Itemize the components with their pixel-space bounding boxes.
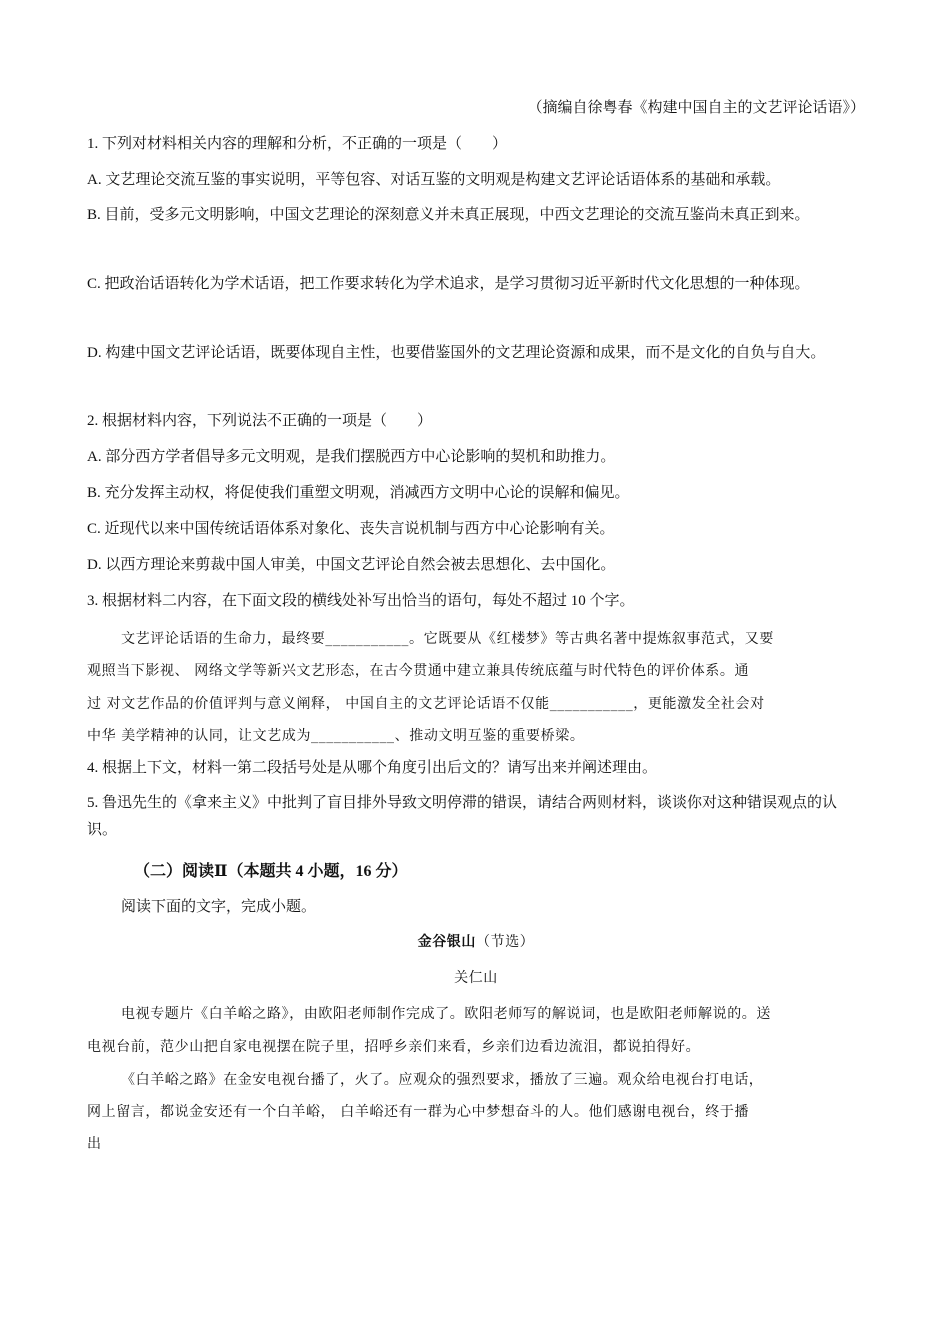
- question-1-option-c: C. 把政治话语转化为学术话语，把工作要求转化为学术追求，是学习贯彻习近平新时代文化思想的一种体现。: [87, 276, 810, 292]
- question-3-passage-line-3: 过 对文艺作品的价值评判与意义阐释， 中国自主的文艺评论话语不仅能___________，更能激发全社会对: [87, 696, 765, 712]
- question-1-stem: 1. 下列对材料相关内容的理解和分析，不正确的一项是（ ）: [87, 136, 508, 152]
- question-2-option-c: C. 近现代以来中国传统话语体系对象化、丧失言说机制与西方中心论影响有关。: [87, 521, 615, 537]
- article-paragraph-1-line-2: 电视台前，范少山把自家电视摆在院子里，招呼乡亲们来看，乡亲们边看边流泪，都说拍得好。: [87, 1039, 701, 1055]
- section-2-instruction: 阅读下面的文字，完成小题。: [121, 899, 317, 915]
- question-1-option-b: B. 目前，受多元文明影响，中国文艺理论的深刻意义并未真正展现，中西文艺理论的交流互鉴尚未真正到来。: [87, 207, 810, 223]
- question-3-passage-line-1: 文艺评论话语的生命力，最终要___________。它既要从《红楼梦》等古典名著中提炼叙事范式，又要: [121, 631, 774, 647]
- question-1-option-d: D. 构建中国文艺评论话语，既要体现自主性，也要借鉴国外的文艺理论资源和成果，而不是文化的自负与自大。: [87, 345, 826, 361]
- article-paragraph-2-line-2: 网上留言，都说金安还有一个白羊峪， 白羊峪还有一群为心中梦想奋斗的人。他们感谢电视台，终于播: [87, 1104, 750, 1120]
- question-2-option-d: D. 以西方理论来剪裁中国人审美，中国文艺评论自然会被去思想化、去中国化。: [87, 557, 616, 573]
- article-title: [87, 928, 865, 956]
- question-2-option-b: B. 充分发挥主动权，将促使我们重塑文明观，消减西方文明中心论的误解和偏见。: [87, 485, 630, 501]
- question-4-stem: 4. 根据上下文，材料一第二段括号处是从哪个角度引出后文的？请写出来并阐述理由。: [87, 760, 658, 776]
- question-3-passage-line-2: 观照当下影视、 网络文学等新兴文艺形态，在古今贯通中建立兼具传统底蕴与时代特色的评价体系。通: [87, 663, 750, 679]
- question-3-stem: 3. 根据材料二内容，在下面文段的横线处补写出恰当的语句，每处不超过 10 个字。: [87, 593, 635, 609]
- article-paragraph-2-line-1: 《白羊峪之路》在金安电视台播了，火了。应观众的强烈要求，播放了三遍。观众给电视台打电话，: [121, 1072, 764, 1088]
- question-2-option-a: A. 部分西方学者倡导多元文明观，是我们摆脱西方中心论影响的契机和助推力。: [87, 449, 616, 465]
- article-subtitle: （节选）: [476, 934, 535, 950]
- section-2-title: （二）阅读Ⅱ（本题共 4 小题，16 分）: [134, 863, 408, 880]
- question-1-option-a: A. 文艺理论交流互鉴的事实说明，平等包容、对话互鉴的文明观是构建文艺评论话语体系的基础和承载。: [87, 172, 781, 188]
- question-5-stem: 5. 鲁迅先生的《拿来主义》中批判了盲目排外导致文明停滞的错误，请结合两则材料，谈谈你对这种错误观点的认识。: [87, 795, 838, 838]
- article-author: 关仁山: [454, 970, 498, 986]
- article-paragraph-2-line-3: 出: [87, 1136, 102, 1152]
- source-note: （摘编自徐粤春《构建中国自主的文艺评论话语》）: [527, 100, 865, 116]
- article-title-text: 金谷银山: [417, 934, 476, 950]
- article-paragraph-1-line-1: 电视专题片《白羊峪之路》，由欧阳老师制作完成了。欧阳老师写的解说词，也是欧阳老师解说的。送: [121, 1006, 771, 1022]
- question-3-passage-line-4: 中华 美学精神的认同，让文艺成为___________、推动文明互鉴的重要桥梁。: [87, 728, 585, 744]
- question-2-stem: 2. 根据材料内容，下列说法不正确的一项是（ ）: [87, 413, 433, 429]
